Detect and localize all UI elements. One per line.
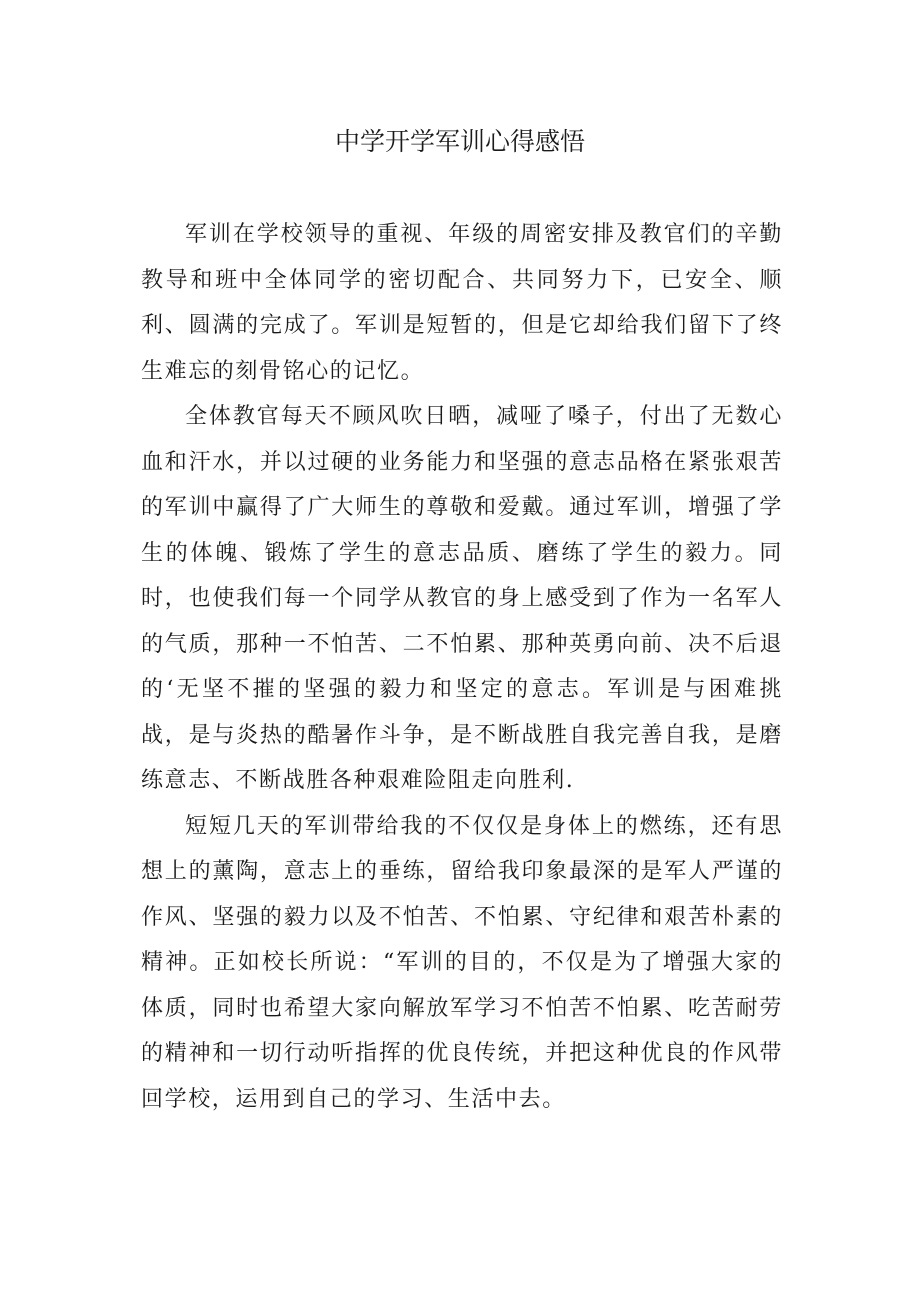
document-body <box>141 212 783 1122</box>
paragraph-3: 短短几天的军训带给我的不仅仅是身体上的燃练，还有思想上的薰陶，意志上的垂练，留给我印象最深的是军人严谨的作风、坚强的毅力以及不怕苦、不怕累、守纪律和艰苦朴素的精神。正如校长所说：“军训的目的，不仅是为了增强大家的体质，同时也希望大家向解放军学习不怕苦不怕累、吃苦耐劳的精神和一切行动听指挥的优良传统，并把这种优良的作风带回学校，运用到自己的学习、生活中去。 <box>141 813 783 1112</box>
document-title: 中学开学军训心得感悟 <box>334 127 585 156</box>
paragraph-1: 军训在学校领导的重视、年级的周密安排及教官们的辛勤教导和班中全体同学的密切配合、共同努力下，已安全、顺利、圆满的完成了。军训是短暂的，但是它却给我们留下了终生难忘的刻骨铭心的记忆。 <box>141 222 783 384</box>
paragraph-2: 全体教官每天不顾风吹日晒，减哑了嗓子，付出了无数心血和汗水，并以过硬的业务能力和坚强的意志品格在紧张艰苦的军训中赢得了广大师生的尊敬和爱戴。通过军训，增强了学生的体魄、锻炼了学生的意志品质、磨练了学生的毅力。同时，也使我们每一个同学从教官的身上感受到了作为一名军人的气质，那种一不怕苦、二不怕累、那种英勇向前、决不后退的‘无坚不摧的坚强的毅力和坚定的意志。军训是与困难挑战，是与炎热的酷暑作斗争，是不断战胜自我完善自我，是磨练意志、不断战胜各种艰难险阻走向胜利. <box>141 404 783 793</box>
